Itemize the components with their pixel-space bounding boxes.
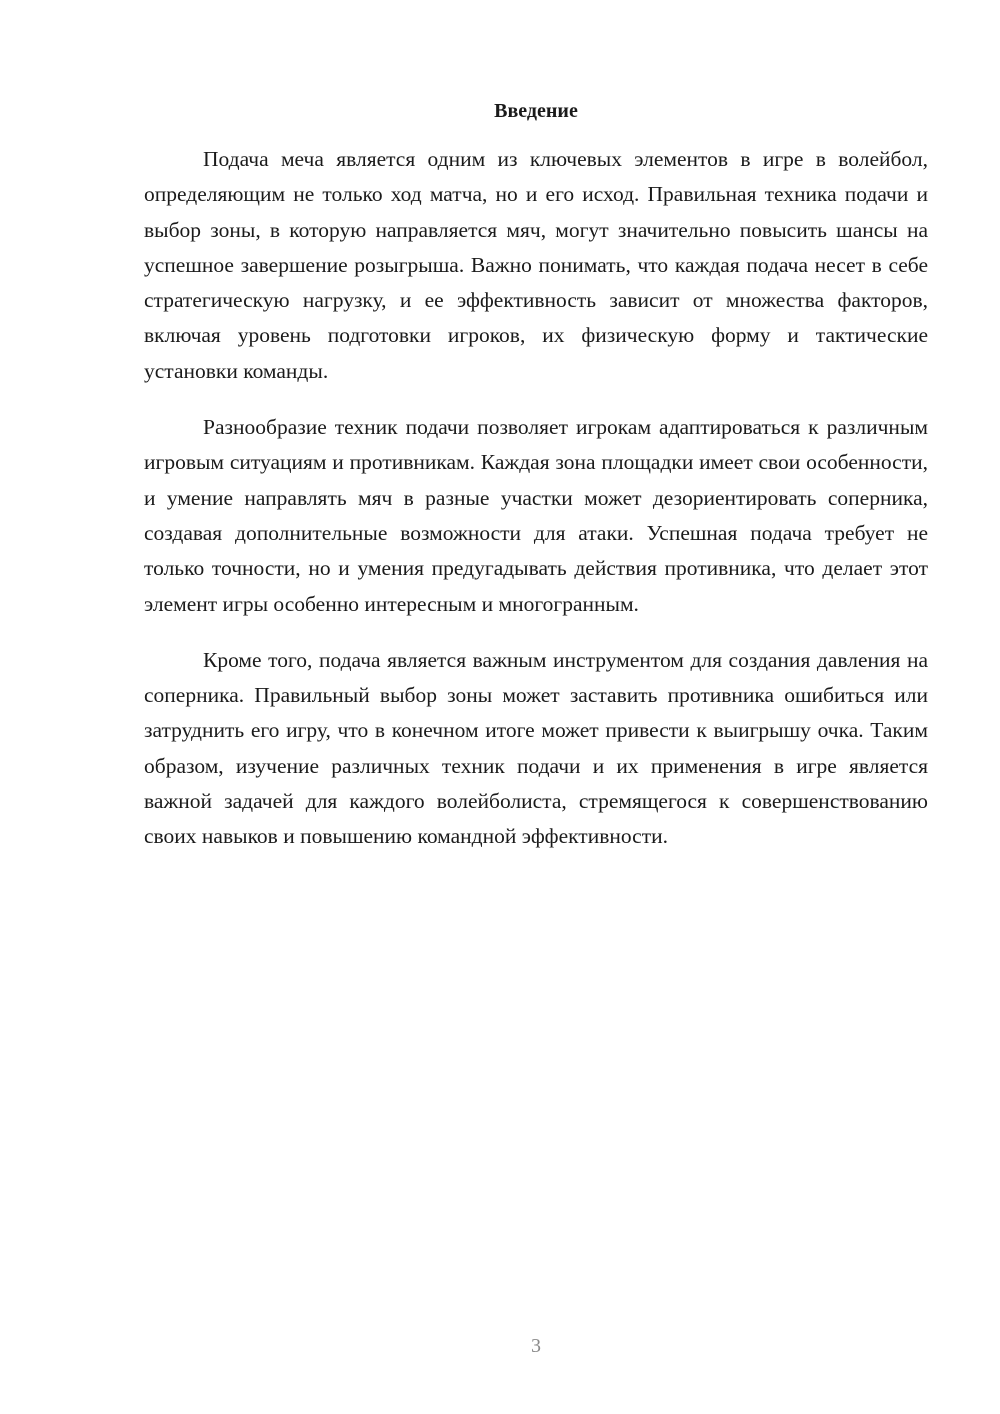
paragraph-3: Кроме того, подача является важным инструментом для создания давления на соперника. Правильный выбор зоны может заставить противника ошибиться или затруднить его игру, что в конечном итоге может привести к выигрышу очка. Таким образом, изучение различных техник подачи и их применения в игре является важной задачей для каждого волейболиста, стремящегося к совершенствованию своих навыков и повышению командной эффективности. xyxy=(144,647,928,849)
page-number: 3 xyxy=(531,1335,541,1357)
paragraph-1: Подача меча является одним из ключевых элементов в игре в волейбол, определяющим не только ход матча, но и его исход. Правильная техника подачи и выбор зоны, в которую направляется мяч, могут значительно повысить шансы на успешное завершение розыгрыша. Важно понимать, что каждая подача несет в себе стратегическую нагрузку, и ее эффективность зависит от множества факторов, включая уровень подготовки игроков, их физическую форму и тактические установки команды. xyxy=(144,147,928,383)
paragraph-2: Разнообразие техник подачи позволяет игрокам адаптироваться к различным игровым ситуациям и противникам. Каждая зона площадки имеет свои особенности, и умение направлять мяч в разные участки может дезориентировать соперника, создавая дополнительные возможности для атаки. Успешная подача требует не только точности, но и умения предугадывать действия противника, что делает этот элемент игры особенно интересным и многогранным. xyxy=(144,415,928,616)
body-text xyxy=(144,142,928,876)
section-title: Введение xyxy=(494,100,578,122)
